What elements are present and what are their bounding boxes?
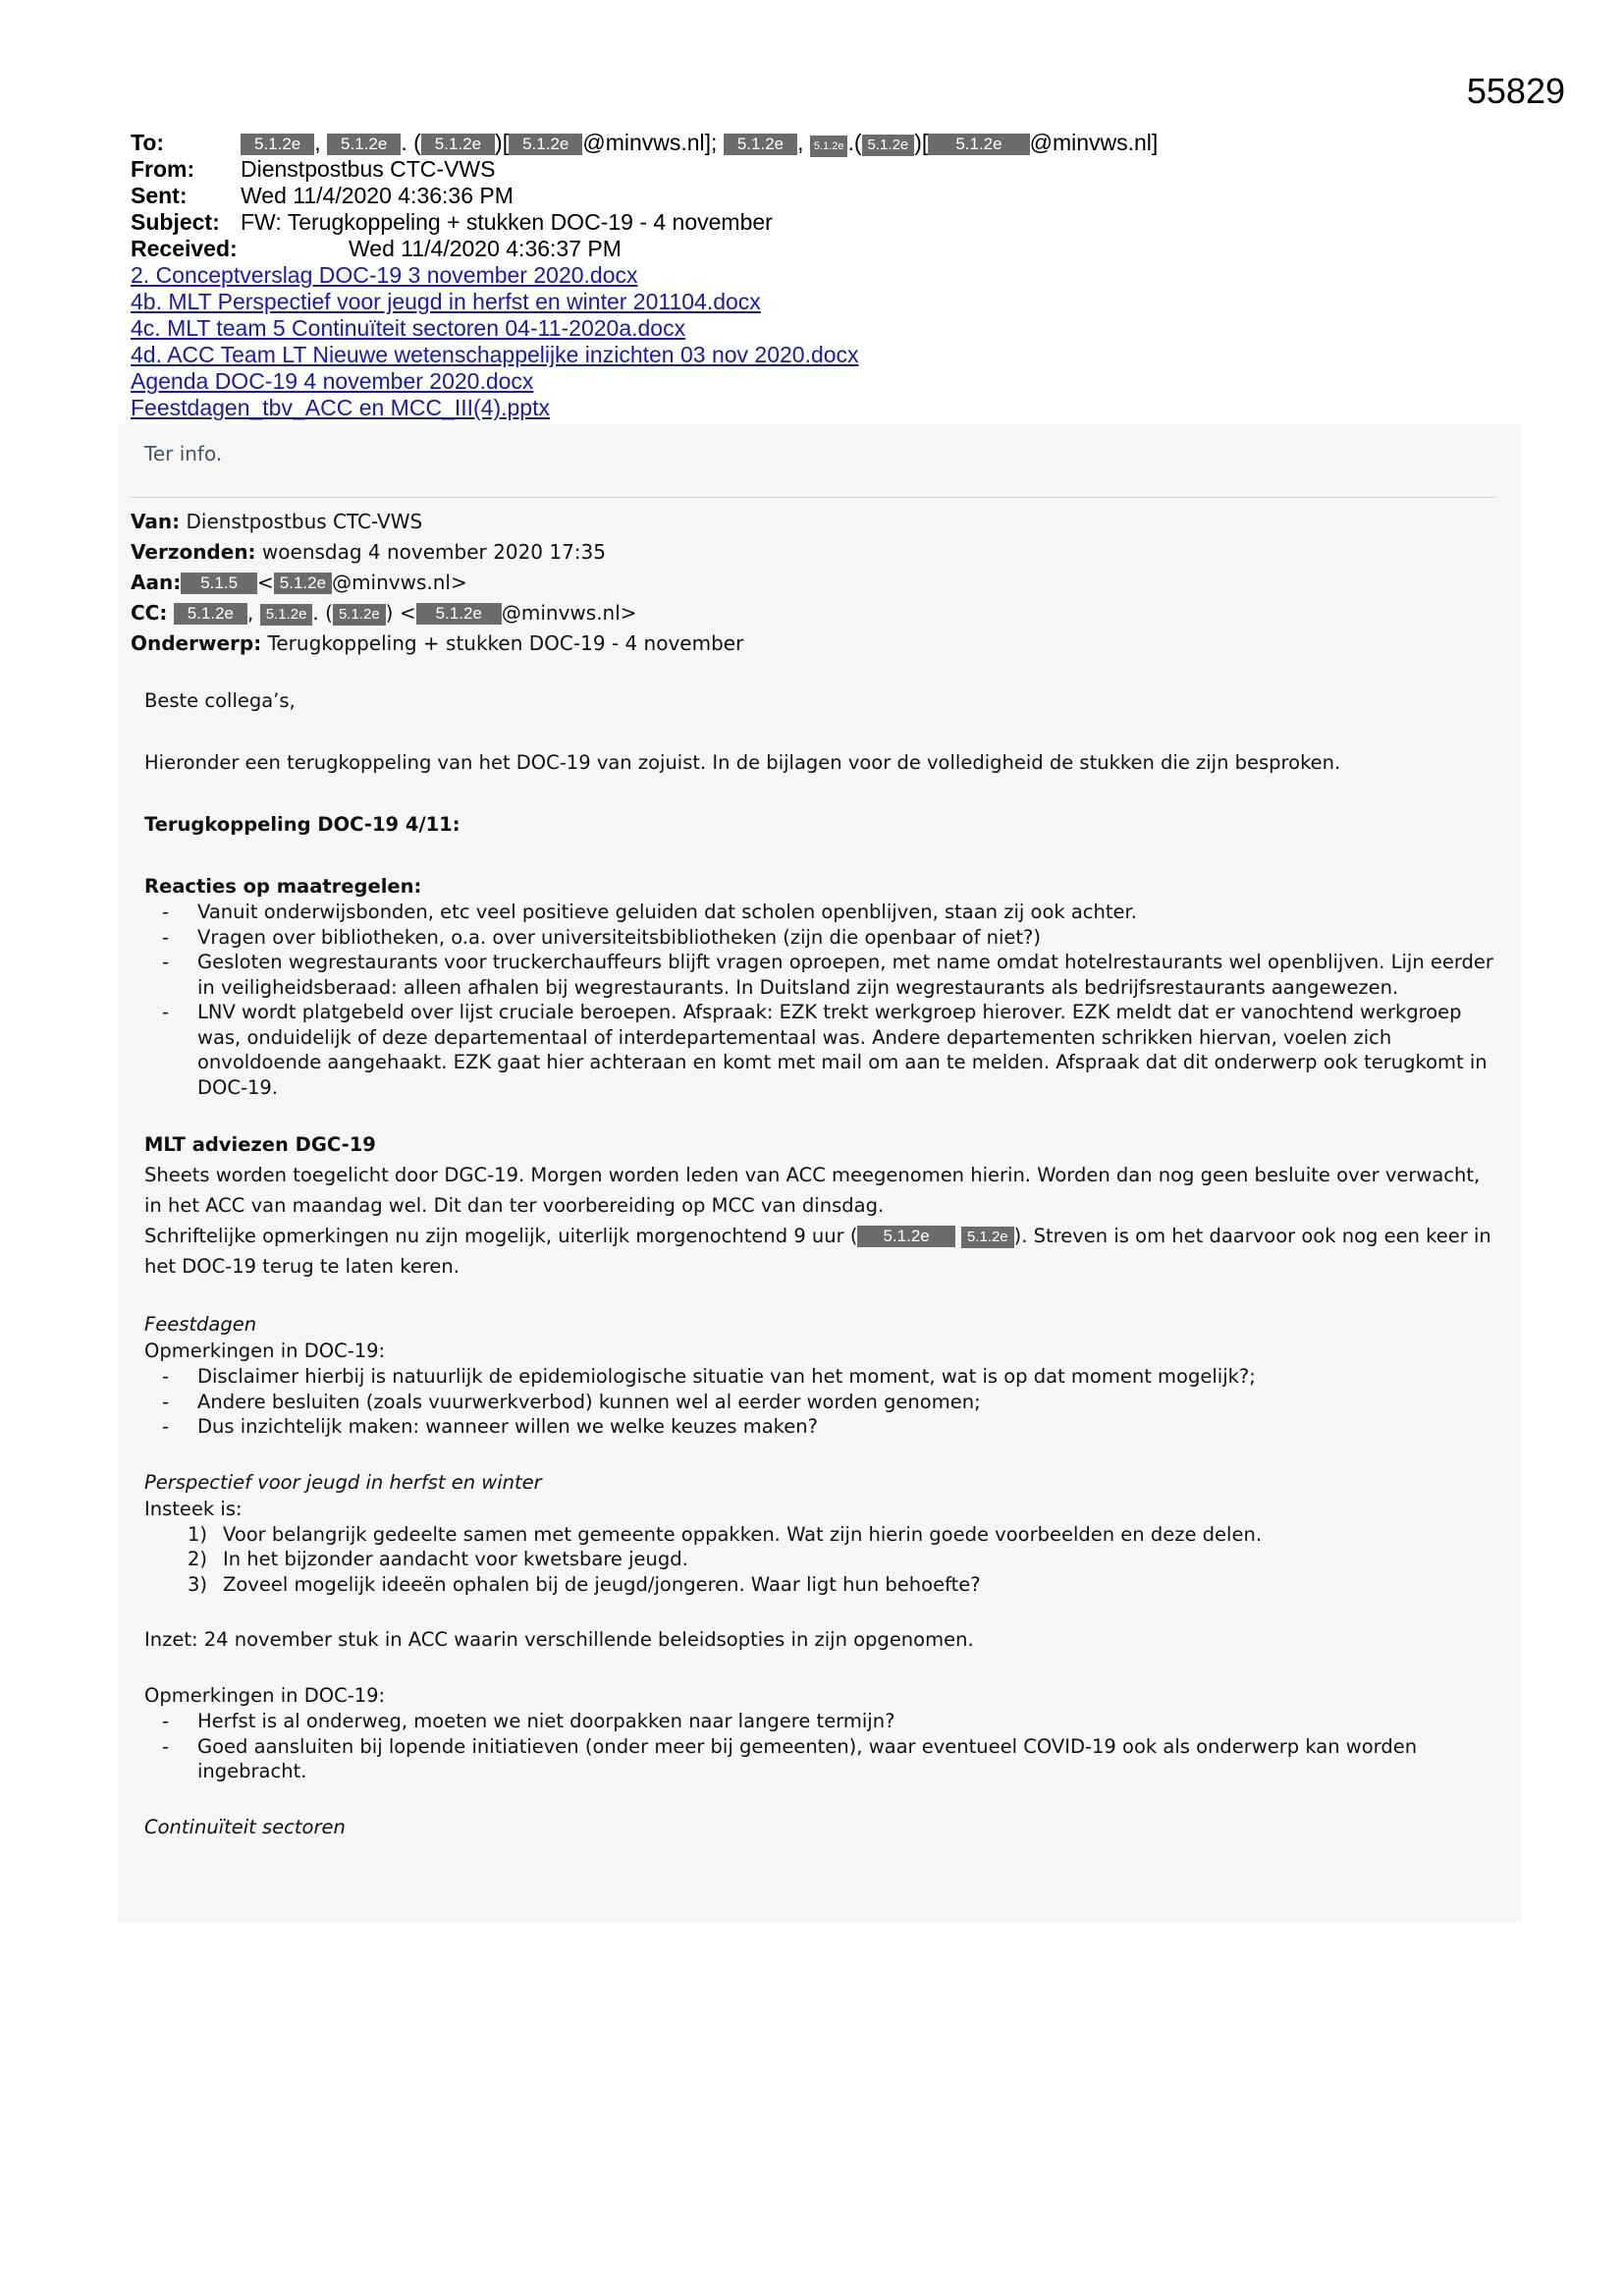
van-value: Dienstpostbus CTC-VWS (186, 510, 423, 533)
redaction: 5.1.2e (928, 134, 1029, 155)
mlt-section (144, 1129, 1499, 1282)
list-item (144, 1522, 1499, 1548)
list-item: - Herfst is al onderweg, moeten we niet doorpakken naar langere termijn? (144, 1709, 1499, 1734)
redaction: 5.1.2e (857, 1226, 954, 1247)
mlt-text: Schriftelijke opmerkingen nu zijn mogelijk, uiterlijk morgenochtend 9 uur ( (144, 1225, 858, 1247)
list-item: - LNV wordt platgebeld over lijst cruciale beroepen. Afspraak: EZK trekt werkgroep hierover. EZK meldt dat er vanochtend werkgroep was, onduidelijk of deze departementaal of interdepartementaal was. Andere departementen schrikken hiervan, voelen zich onvoldoende aangehaakt. EZK gaat hier achteraan en komt met mail om aan te melden. Afspraak dat dit onderwerp ook terugkomt in DOC-19. (144, 1000, 1499, 1100)
to-domain: @minvws.nl]; (582, 130, 718, 155)
jeugd-subheading: Insteek is: (144, 1497, 243, 1520)
subject-value: FW: Terugkoppeling + stukken DOC-19 - 4 november (241, 209, 773, 235)
list-item: - Vanuit onderwijsbonden, etc veel positieve geluiden dat scholen openblijven, staan zij ook achter. (144, 900, 1499, 925)
subject-row (131, 209, 1505, 236)
redaction: 5.1.2e (862, 135, 915, 156)
onderwerp-value: Terugkoppeling + stukken DOC-19 - 4 november (267, 631, 744, 655)
redaction: 5.1.2e (260, 604, 313, 626)
attachment-link[interactable]: 4b. MLT Perspectief voor jeugd in herfst en winter 201104.docx (131, 289, 761, 314)
message-content (144, 687, 1499, 1840)
mlt-text: ). Streven is om het daarvoor ook nog een keer in het DOC-19 terug te laten keren. (144, 1225, 1491, 1278)
feestdagen-list (144, 1364, 1499, 1440)
attachment-link[interactable]: 4d. ACC Team LT Nieuwe wetenschappelijke inzichten 03 nov 2020.docx (131, 342, 859, 367)
to-row: To: 5.1.2e , 5.1.2e . ( 5.1.2e )[ 5.1.2e @minvws.nl]; 5.1.2e , 5.1.2e .( 5.1.2e )[ 5.1.2e @minvws.nl] (131, 130, 1159, 155)
redaction: 5.1.2e (509, 134, 582, 155)
list-text: Zoveel mogelijk ideeën ophalen bij de jeugd/jongeren. Waar ligt hun behoefte? (223, 1572, 981, 1596)
inzet-paragraph: Inzet: 24 november stuk in ACC waarin verschillende beleidsopties in zijn opgenomen. (144, 1628, 974, 1651)
redaction: 5.1.2e (961, 1227, 1014, 1248)
onderwerp-row (131, 629, 743, 659)
received-row (131, 236, 1505, 262)
feestdagen-heading: Feestdagen (144, 1313, 257, 1336)
list-number: 3) (188, 1572, 208, 1596)
subject-label: Subject: (131, 209, 220, 235)
continuiteit-heading: Continuïteit sectoren (144, 1815, 346, 1838)
redaction: 5.1.2e (416, 603, 502, 625)
aan-domain: @minvws.nl> (332, 571, 467, 594)
aan-row: Aan: 5.1.5 < 5.1.2e @minvws.nl> (131, 571, 467, 594)
list-item (144, 1572, 1499, 1598)
list-item: - Vragen over bibliotheken, o.a. over universiteitsbibliotheken (zijn die openbaar of niet?) (144, 925, 1499, 951)
from-label: From: (131, 156, 195, 182)
attachment-link[interactable]: Feestdagen_tbv_ACC en MCC_III(4).pptx (131, 395, 550, 420)
attachment-link[interactable]: 2. Conceptverslag DOC-19 3 november 2020.docx (131, 262, 638, 288)
separator-line (131, 497, 1495, 498)
verzonden-row (131, 537, 743, 568)
list-number: 2) (188, 1548, 208, 1570)
section-heading: Terugkoppeling DOC-19 4/11: (144, 813, 460, 836)
redaction: 5.1.2e (810, 136, 848, 157)
reacties-list (144, 900, 1499, 1100)
sent-row (131, 183, 1505, 209)
attachment-link[interactable]: 4c. MLT team 5 Continuïteit sectoren 04-11-2020a.docx (131, 315, 686, 341)
redaction: 5.1.2e (274, 573, 332, 594)
opmerkingen-list (144, 1709, 1499, 1784)
redaction: 5.1.2e (421, 134, 495, 155)
redaction: 5.1.2e (724, 134, 797, 155)
email-header (131, 130, 1505, 421)
list-text: Voor belangrijk gedeelte samen met gemeente oppakken. Wat zijn hierin goede voorbeelden en deze delen. (223, 1522, 1263, 1546)
ter-info-note: Ter info. (144, 442, 223, 465)
van-row (131, 507, 743, 537)
reacties-heading: Reacties op maatregelen: (144, 875, 422, 898)
cc-row: CC: 5.1.2e , 5.1.2e . ( 5.1.2e ) < 5.1.2e @minvws.nl> (131, 601, 637, 625)
sent-label: Sent: (131, 183, 188, 208)
mlt-paragraph-2 (144, 1221, 1499, 1282)
aan-label: Aan: (131, 571, 182, 594)
van-label: Van: (131, 510, 181, 533)
list-item: - Disclaimer hierbij is natuurlijk de epidemiologische situatie van het moment, wat is op dat moment mogelijk?; (144, 1364, 1499, 1390)
intro-paragraph: Hieronder een terugkoppeling van het DOC-19 van zojuist. In de bijlagen voor de volledigheid de stukken die zijn besproken. (144, 751, 1341, 774)
list-item: - Goed aansluiten bij lopende initiatieven (onder meer bij gemeenten), waar eventueel COVID-19 ook als onderwerp kan worden ingebracht. (144, 1734, 1499, 1784)
jeugd-heading: Perspectief voor jeugd in herfst en winter (144, 1470, 542, 1494)
to-label: To: (131, 130, 165, 155)
opmerkingen-subheading: Opmerkingen in DOC-19: (144, 1684, 386, 1707)
sent-value: Wed 11/4/2020 4:36:36 PM (241, 183, 514, 208)
onderwerp-label: Onderwerp: (131, 631, 262, 655)
from-row (131, 156, 1505, 183)
received-value: Wed 11/4/2020 4:36:37 PM (349, 236, 622, 261)
jeugd-list (144, 1522, 1499, 1598)
greeting: Beste collega’s, (144, 689, 296, 712)
redaction: 5.1.2e (327, 134, 401, 155)
document-number: 55829 (1466, 71, 1565, 111)
list-item (144, 1547, 1499, 1572)
redaction: 5.1.2e (174, 603, 247, 625)
list-text: In het bijzonder aandacht voor kwetsbare jeugd. (223, 1548, 688, 1570)
received-label: Received: (131, 236, 238, 261)
verzonden-label: Verzonden: (131, 540, 256, 564)
cc-domain: @minvws.nl> (501, 601, 637, 625)
from-value: Dienstpostbus CTC-VWS (241, 156, 496, 182)
verzonden-value: woensdag 4 november 2020 17:35 (261, 540, 607, 564)
cc-label: CC: (131, 601, 168, 625)
redaction: 5.1.2e (241, 134, 314, 155)
list-item: - Andere besluiten (zoals vuurwerkverbod) kunnen wel al eerder worden genomen; (144, 1390, 1499, 1415)
attachment-link[interactable]: Agenda DOC-19 4 november 2020.docx (131, 368, 534, 394)
list-item: - Gesloten wegrestaurants voor truckerchauffeurs blijft vragen oproepen, met name omdat hotelrestaurants wel openblijven. Lijn eerder in veiligheidsberaad: alleen afhalen bij wegrestaurants. In Duitsland zijn wegrestaurants als bedrijfsrestaurants aangewezen. (144, 950, 1499, 1000)
forwarded-header (131, 507, 743, 659)
list-number: 1) (188, 1522, 208, 1546)
mlt-paragraph: Sheets worden toegelicht door DGC-19. Morgen worden leden van ACC meegenomen hierin. Worden dan nog geen besluite over verwacht, in het ACC van maandag wel. Dit dan ter voorbereiding op MCC van dinsdag. (144, 1164, 1481, 1217)
feestdagen-subheading: Opmerkingen in DOC-19: (144, 1339, 386, 1362)
redaction: 5.1.5 (181, 573, 257, 594)
list-item: - Dus inzichtelijk maken: wanneer willen we welke keuzes maken? (144, 1414, 1499, 1440)
redaction: 5.1.2e (333, 604, 386, 626)
mlt-heading: MLT adviezen DGC-19 (144, 1133, 376, 1156)
to-domain: @minvws.nl] (1029, 130, 1159, 155)
